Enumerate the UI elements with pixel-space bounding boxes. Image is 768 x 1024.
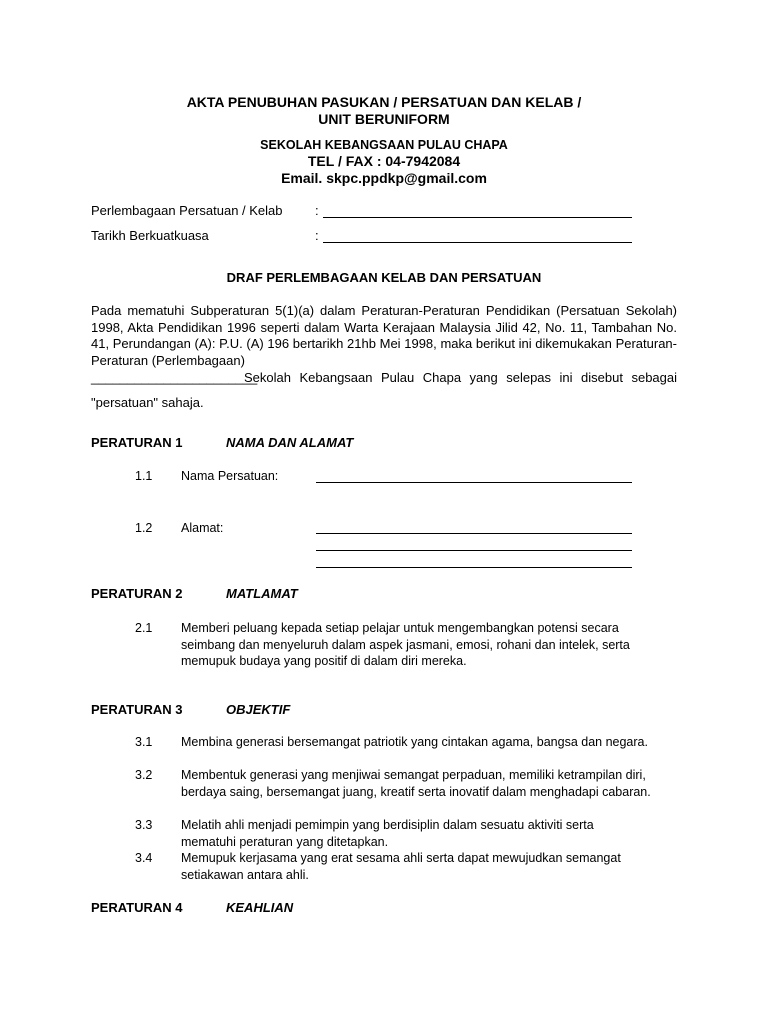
intro-paragraph: Pada mematuhi Subperaturan 5(1)(a) dalam Peraturan-Peraturan Pendidikan (Persatuan Sekolah) 1998, Akta Pendidikan 1996 seperti dalam Warta Kerajaan Malaysia Jilid 42, No. 11, Tambahan No. 41, Perundangan (A): P.U. (A) 196 bertarikh 21hb Mei 1998, maka berikut ini dikemukakan Peraturan-Peraturan (Perlembagaan) <box>91 303 677 368</box>
intro-line2: Sekolah Kebangsaan Pulau Chapa yang selepas ini disebut sebagai <box>244 370 677 385</box>
document-title-line2: UNIT BERUNIFORM <box>318 111 450 127</box>
section-label-4: PERATURAN 4 <box>91 900 183 915</box>
item-number-3-1: 3.1 <box>135 735 153 749</box>
field-blank-tarikh[interactable] <box>323 242 632 243</box>
field-label-perlembagaan: Perlembagaan Persatuan / Kelab <box>91 203 283 218</box>
blank-alamat-2[interactable] <box>316 550 632 551</box>
field-blank-perlembagaan[interactable] <box>323 217 632 218</box>
intro-line3: "persatuan" sahaja. <box>91 395 204 410</box>
blank-alamat-1[interactable] <box>316 533 632 534</box>
item-text-2-1: Memberi peluang kepada setiap pelajar untuk mengembangkan potensi secara seimbang dan menyeluruh dalam aspek jasmani, emosi, rohani dan intelek, serta memupuk budaya yang positif di dalam diri mereka. <box>181 621 630 668</box>
item-text-3-2: Membentuk generasi yang menjiwai semangat perpaduan, memiliki ketrampilan diri, berdaya saing, bersemangat juang, kreatif serta inovatif dalam menghadapi cabaran. <box>181 768 651 799</box>
item-number-2-1: 2.1 <box>135 621 153 635</box>
field-colon-perlembagaan: : <box>315 203 319 218</box>
document-title-line1: AKTA PENUBUHAN PASUKAN / PERSATUAN DAN KELAB / <box>186 94 582 110</box>
section-title-3: OBJEKTIF <box>226 702 291 717</box>
school-name: SEKOLAH KEBANGSAAN PULAU CHAPA <box>260 138 508 152</box>
section-title-2: MATLAMAT <box>226 586 298 601</box>
section-title-1: NAMA DAN ALAMAT <box>226 435 354 450</box>
item-text-1-2: Alamat: <box>181 521 224 535</box>
section-label-2: PERATURAN 2 <box>91 586 183 601</box>
field-colon-tarikh: : <box>315 228 319 243</box>
item-number-1-1: 1.1 <box>135 469 153 483</box>
field-label-tarikh: Tarikh Berkuatkuasa <box>91 228 209 243</box>
section-label-3: PERATURAN 3 <box>91 702 183 717</box>
item-text-1-1: Nama Persatuan: <box>181 469 279 483</box>
item-number-1-2: 1.2 <box>135 521 153 535</box>
item-number-3-4: 3.4 <box>135 851 153 865</box>
item-text-3-4: Memupuk kerjasama yang erat sesama ahli serta dapat mewujudkan semangat setiakawan antara ahli. <box>181 851 621 882</box>
item-text-3-1: Membina generasi bersemangat patriotik yang cintakan agama, bangsa dan negara. <box>181 735 648 749</box>
intro-blank: _______________________ <box>91 370 258 385</box>
blank-alamat-3[interactable] <box>316 567 632 568</box>
item-text-3-3: Melatih ahli menjadi pemimpin yang berdisiplin dalam sesuatu aktiviti serta mematuhi peraturan yang ditetapkan. <box>181 818 594 849</box>
item-number-3-2: 3.2 <box>135 768 153 782</box>
blank-nama-persatuan[interactable] <box>316 482 632 483</box>
item-number-3-3: 3.3 <box>135 818 153 832</box>
section-title-4: KEAHLIAN <box>226 900 294 915</box>
draft-title: DRAF PERLEMBAGAAN KELAB DAN PERSATUAN <box>226 270 542 285</box>
school-tel: TEL / FAX : 04-7942084 <box>307 153 461 169</box>
school-email: Email. skpc.ppdkp@gmail.com <box>281 170 487 186</box>
section-label-1: PERATURAN 1 <box>91 435 183 450</box>
